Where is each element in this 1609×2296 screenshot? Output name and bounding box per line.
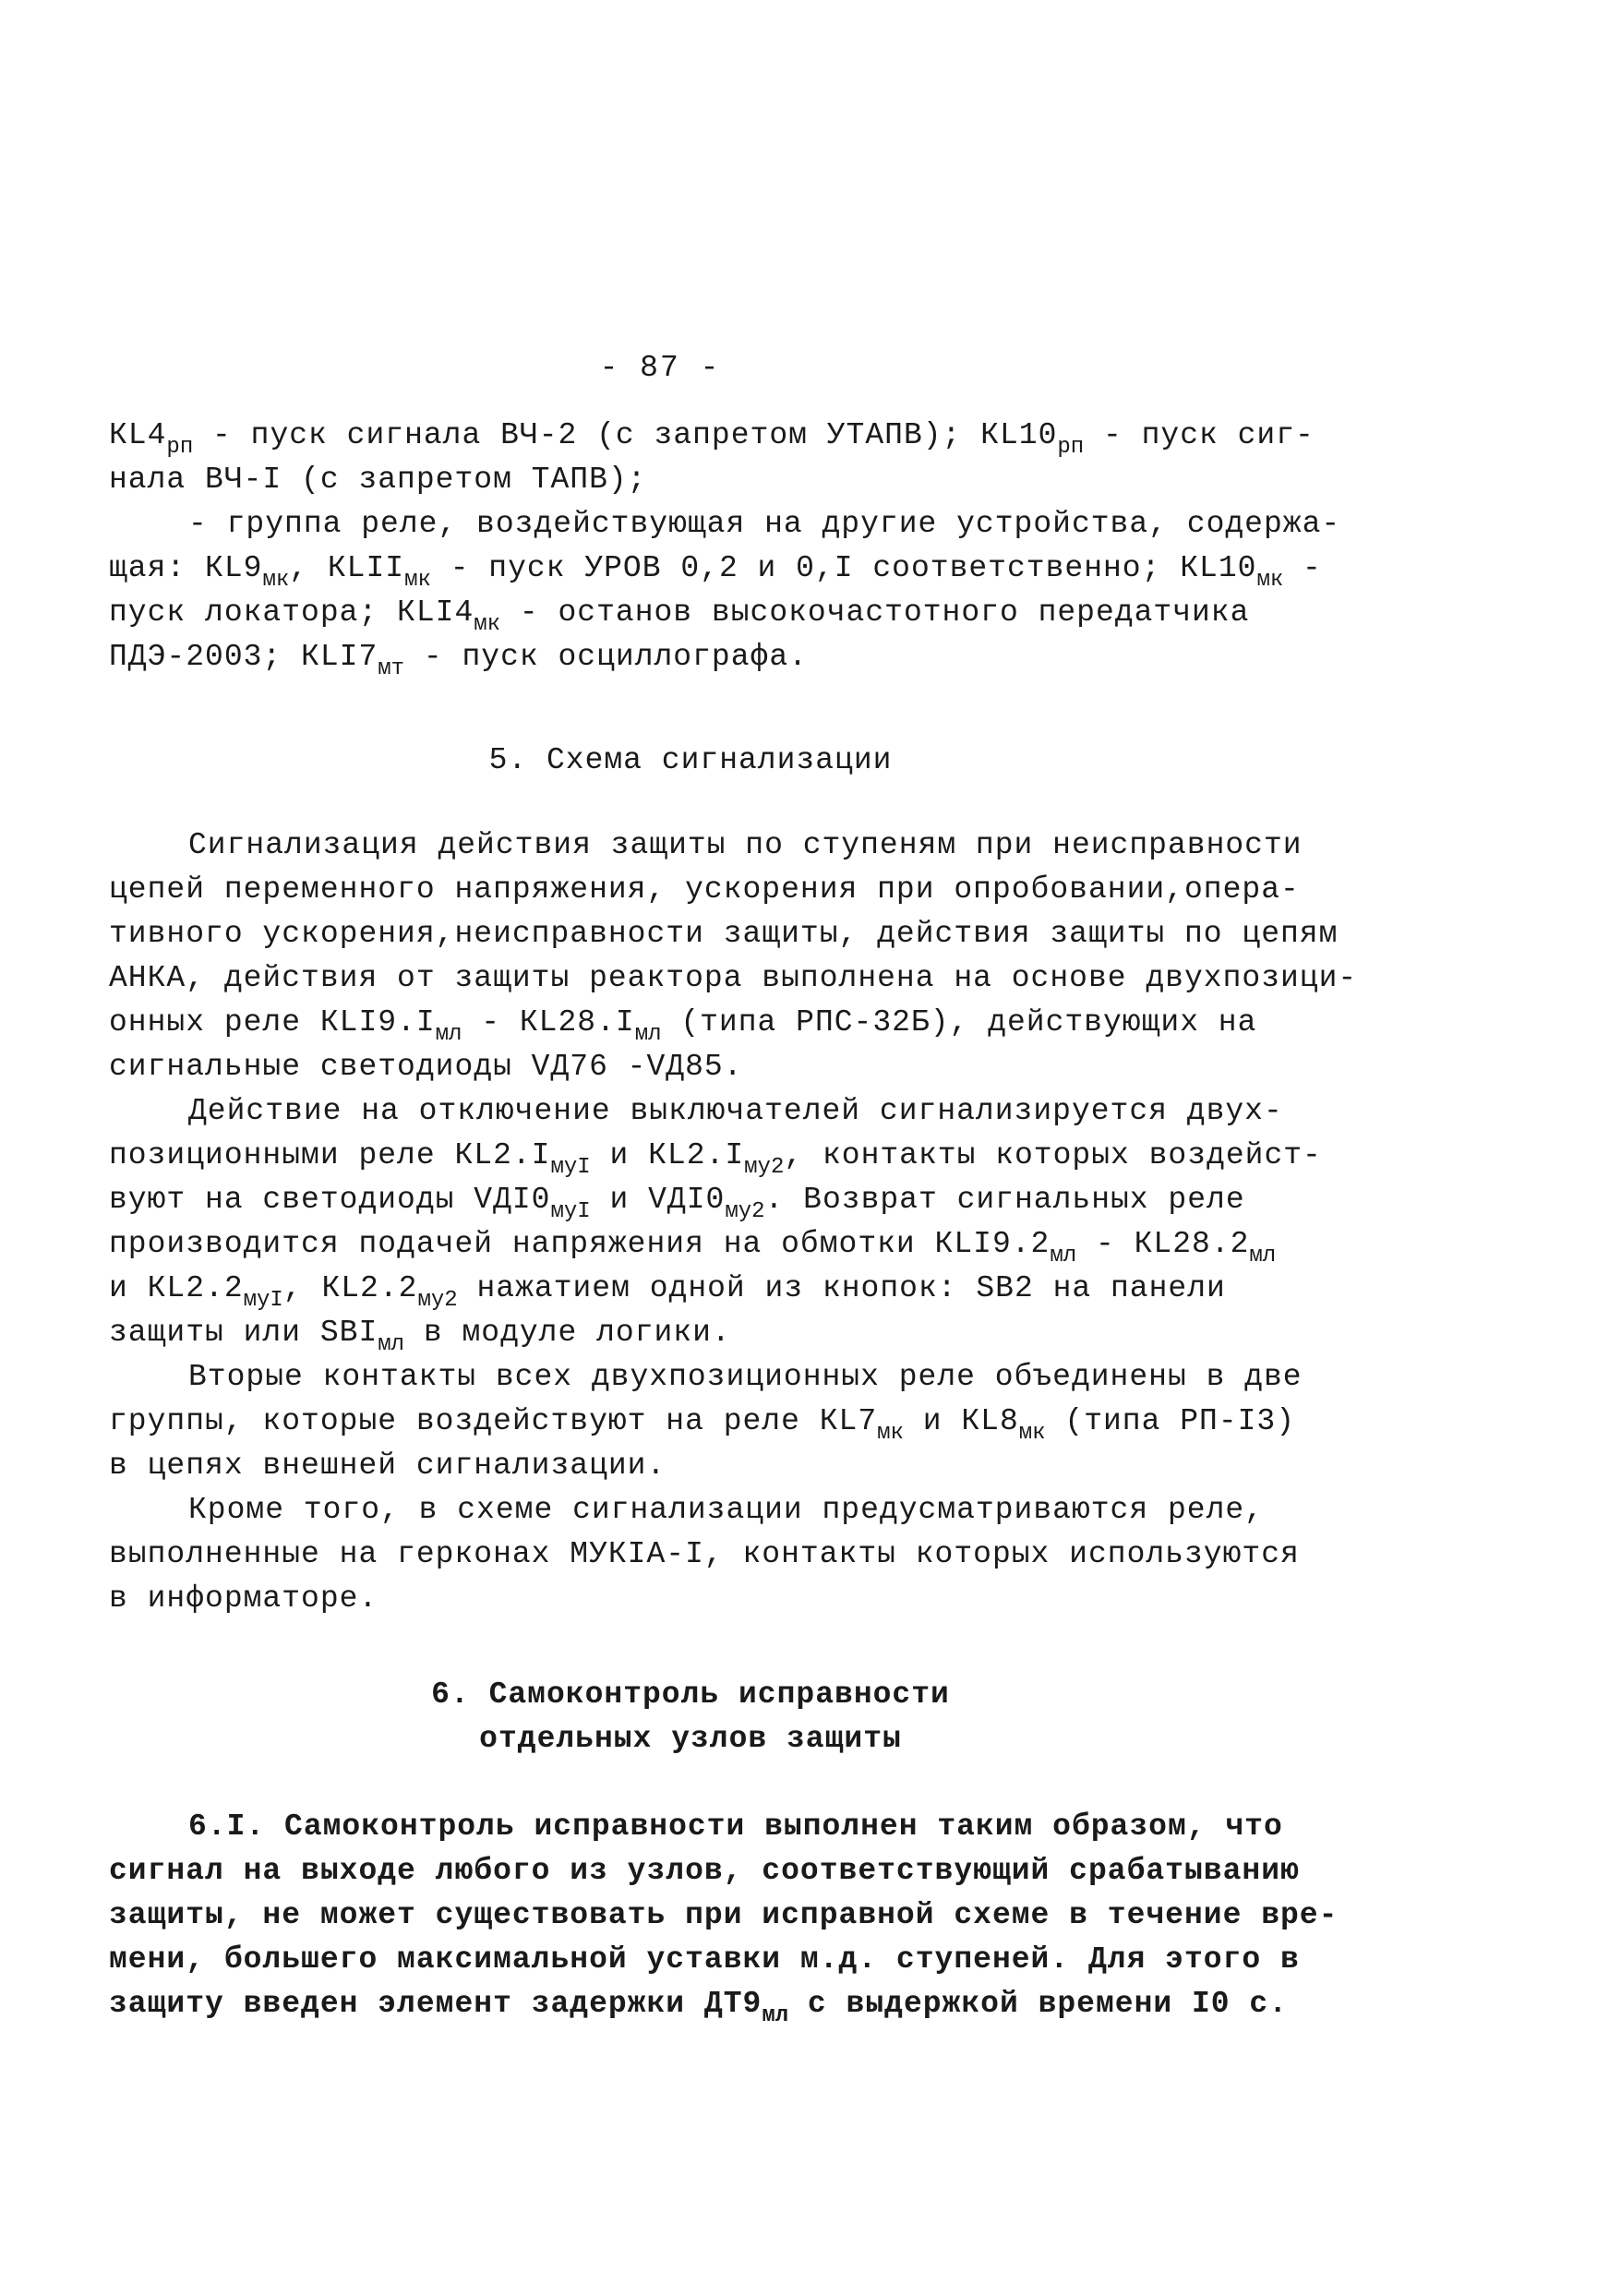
text-line: $КL4_{рп}$ - пуск сигнала ВЧ-2 (с запретом УТАПВ); $КL10_{рп}$ - пуск сиг- [109, 418, 1315, 460]
text-line bold: в информаторе. [109, 1581, 378, 1616]
text-line: цепей переменного напряжения, ускорения при опробовании,опера- [109, 872, 1300, 907]
text-line: тивного ускорения,неисправности защиты, действия защиты по цепям [109, 917, 1339, 951]
text-line: нала ВЧ-I (с запретом ТАПВ); [109, 463, 647, 497]
text-line: и $КL2.2_{муI}$, $КL2.2_{му2}$ нажатием одной из кнопок: SB2 на панели [109, 1271, 1226, 1313]
section-6-body [109, 1805, 1339, 2028]
text-line: Сигнализация действия защиты по ступеням при неисправности [188, 828, 1303, 862]
text-line: АНКА, действия от защиты реактора выполнена на основе двухпозици- [109, 961, 1358, 995]
text-line: Кроме того, в схеме сигнализации предусматриваются реле, [188, 1493, 1264, 1527]
top-paragraph [109, 414, 1341, 681]
text-line: группы, которые воздействуют на реле $КL7_{мк}$ и $КL8_{мк}$ (типа РП-I3) [109, 1404, 1296, 1446]
text-line: 6.I. Самоконтроль исправности выполнен таким образом, что [188, 1809, 1283, 1844]
text-line: вуют на светодиоды $VДI0_{муI}$ и $VДI0_{му2}$. Возврат сигнальных реле [109, 1183, 1245, 1224]
text-line: мени, большего максимальной уставки м.д. ступеней. Для этого в [109, 1942, 1300, 1977]
section-6-heading [109, 1673, 1272, 1761]
text-line: Действие на отключение выключателей сигнализируется двух- [188, 1094, 1283, 1128]
text-line: производится подачей напряжения на обмотки $КLI9.2_{мл} - КL28.2_{мл}$ [109, 1227, 1277, 1268]
text-line: сигнал на выходе любого из узлов, соответствующий срабатыванию [109, 1854, 1300, 1888]
text-line: - группа реле, воздействующая на другие устройства, содержа- [188, 507, 1341, 541]
text-line: в цепях внешней сигнализации. [109, 1449, 666, 1483]
text-line: сигнальные светодиоды VД76 -VД85. [109, 1050, 743, 1084]
text-line: щая: $КL9_{мк}$, $КLII_{мк}$ - пуск УРОВ 0,2 и 0,I соответственно; $КL10_{мк}$ - [109, 551, 1322, 593]
text-line: пуск локатора; $КLI4_{мк}$ - останов высокочастотного передатчика [109, 595, 1250, 637]
text-line: защиты, не может существовать при исправной схеме в течение вре- [109, 1898, 1339, 1932]
text-line: онных реле $КLI9.I_{мл} - КL28.I_{мл}$ (типа РПС-32Б), действующих на [109, 1005, 1257, 1047]
text-line: защиту введен элемент задержки $ДТ9_{мл}$ с выдержкой времени I0 с. [109, 1987, 1289, 2028]
page-number: - 87 - [599, 351, 721, 385]
section-6-heading-line-1: 6. Самоконтроль исправности [431, 1677, 950, 1712]
text-line: защиты или $SBI_{мл}$ в модуле логики. [109, 1316, 731, 1357]
text-line: ПДЭ-2003; $КLI7_{мт}$ - пуск осциллографа. [109, 640, 808, 681]
section-5-body [109, 823, 1358, 1621]
text-line: выполненные на герконах МУКIА-I, контакты которых используются [109, 1537, 1300, 1571]
section-6-heading-line-2: отдельных узлов защиты [479, 1722, 902, 1756]
text-line: позиционными реле $КL2.I_{муI}$ и $КL2.I_{му2}$, контакты которых воздейст- [109, 1138, 1322, 1180]
section-5-heading: 5. Схема сигнализации [488, 743, 893, 777]
text-line: Вторые контакты всех двухпозиционных реле объединены в две [188, 1360, 1303, 1394]
